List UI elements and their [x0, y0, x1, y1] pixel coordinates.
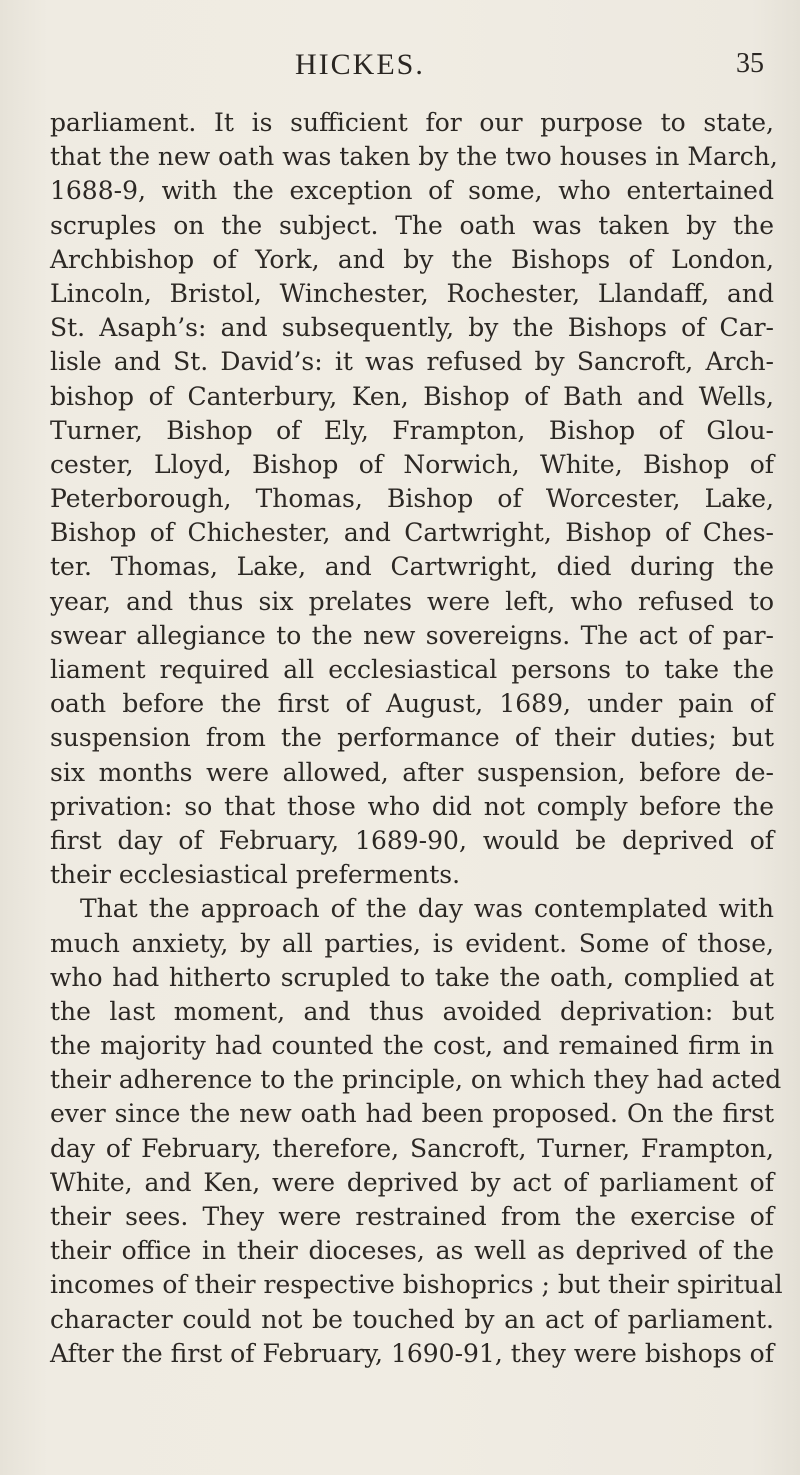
text-line: oath before the first of August, 1689, under pain of: [50, 689, 774, 719]
text-line: swear allegiance to the new sovereigns. The act of par-: [50, 620, 774, 650]
text-line: liament required all ecclesiastical persons to take the: [50, 655, 774, 684]
text-line: Turner, Bishop of Ely, Frampton, Bishop of Glou-: [50, 415, 774, 445]
page-number: 35: [736, 48, 764, 79]
text-line: parliament. It is sufficient for our purpose to state,: [50, 108, 774, 137]
body-text: [50, 106, 783, 1371]
text-line: six months were allowed, after suspension, before de-: [50, 757, 774, 787]
running-title: HICKES.: [295, 48, 425, 81]
text-line: White, and Ken, were deprived by act of parliament of: [50, 1167, 774, 1197]
text-line: incomes of their respective bishoprics ; but their spiritual: [50, 1270, 783, 1300]
page-header: [0, 48, 800, 88]
text-line: their office in their dioceses, as well as deprived of the: [50, 1236, 774, 1266]
text-line: their sees. They were restrained from the exercise of: [50, 1202, 774, 1231]
text-line: suspension from the performance of their duties; but: [50, 723, 774, 753]
text-line: character could not be touched by an act of parliament.: [50, 1304, 774, 1334]
text-line: who had hitherto scrupled to take the oath, complied at: [50, 962, 774, 992]
text-line: first day of February, 1689-90, would be deprived of: [50, 825, 774, 855]
text-line: cester, Lloyd, Bishop of Norwich, White, Bishop of: [50, 449, 774, 479]
text-line: Archbishop of York, and by the Bishops of London,: [50, 244, 774, 274]
text-line: ever since the new oath had been proposed. On the first: [50, 1099, 774, 1129]
text-line: Peterborough, Thomas, Bishop of Worcester, Lake,: [50, 484, 774, 514]
text-line: scruples on the subject. The oath was taken by the: [50, 210, 774, 240]
text-line: their adherence to the principle, on which they had acted: [50, 1065, 782, 1095]
text-line: After the first of February, 1690-91, they were bishops of: [50, 1338, 774, 1368]
text-line: That the approach of the day was contemplated with: [80, 894, 774, 924]
text-line: Lincoln, Bristol, Winchester, Rochester, Llandaff, and: [50, 278, 774, 308]
text-line: lisle and St. David’s: it was refused by Sancroft, Arch-: [50, 347, 774, 377]
text-line: ter. Thomas, Lake, and Cartwright, died during the: [50, 552, 774, 582]
text-line: much anxiety, by all parties, is evident. Some of those,: [50, 928, 774, 958]
text-line: the majority had counted the cost, and remained firm in: [50, 1031, 774, 1061]
text-line: Bishop of Chichester, and Cartwright, Bishop of Ches-: [50, 518, 774, 548]
text-line: privation: so that those who did not comply before the: [50, 791, 774, 821]
text-line: day of February, therefore, Sancroft, Turner, Frampton,: [50, 1133, 774, 1163]
text-line: their ecclesiastical preferments.: [50, 860, 461, 890]
text-line: year, and thus six prelates were left, who refused to: [50, 586, 774, 616]
text-line: bishop of Canterbury, Ken, Bishop of Bath and Wells,: [50, 381, 774, 411]
text-line: the last moment, and thus avoided deprivation: but: [50, 996, 774, 1026]
text-line: St. Asaph’s: and subsequently, by the Bishops of Car-: [50, 313, 774, 343]
text-line: 1688-9, with the exception of some, who entertained: [50, 176, 774, 206]
text-line: that the new oath was taken by the two houses in March,: [50, 142, 778, 172]
